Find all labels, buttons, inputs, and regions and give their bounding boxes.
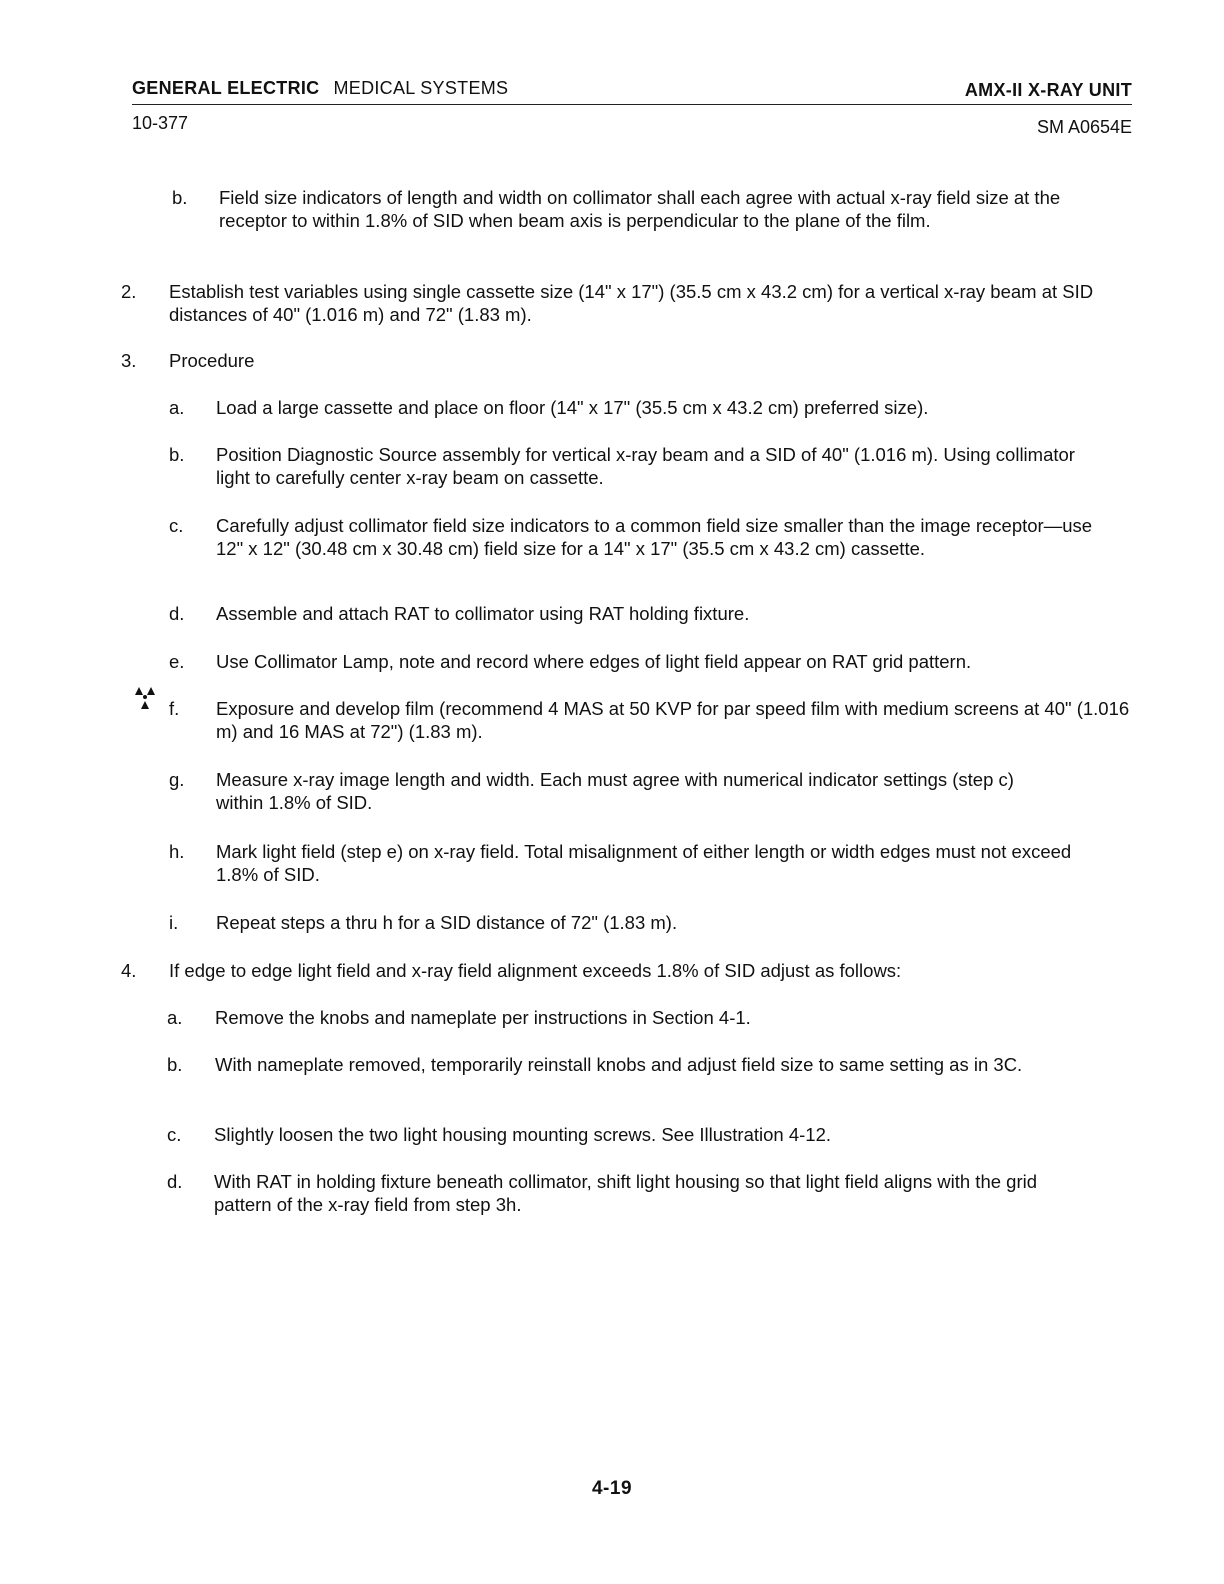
radiation-warning-icon (133, 683, 165, 713)
item-label: 2. (121, 281, 137, 302)
header-rule (132, 104, 1132, 105)
item-text: Slightly loosen the two light housing mounting screws. See Illustration 4-12. (214, 1124, 832, 1145)
item-label: 4. (121, 960, 137, 981)
item-text: If edge to edge light field and x-ray field alignment exceeds 1.8% of SID adjust as follows: (169, 960, 902, 981)
item-text: With RAT in holding fixture beneath collimator, shift light housing so that light field aligns with the grid pattern of the x-ray field from step 3h. (214, 1171, 1038, 1215)
item-text: Establish test variables using single cassette size (14" x 17") (35.5 cm x 43.2 cm) for a vertical x-ray beam at SID distances of 40" (1.016 m) and 72" (1.83 m). (169, 281, 1094, 325)
item-label: a. (169, 397, 185, 418)
item-text: Carefully adjust collimator field size indicators to a common field size smaller than the image receptor—use 12" x 12" (30.48 cm x 30.48 cm) field size for a 14" x 17" (35.5 cm x 43.2 cm) cassette. (216, 515, 1093, 559)
item-text: Remove the knobs and nameplate per instructions in Section 4-1. (215, 1007, 751, 1028)
item-label: 3. (121, 350, 137, 371)
item-label: b. (169, 444, 185, 465)
header-left (132, 78, 508, 99)
item-text: Position Diagnostic Source assembly for vertical x-ray beam and a SID of 40" (1.016 m). Using collimator light to carefully center x-ray beam on cassette. (216, 444, 1075, 488)
item-label: d. (169, 603, 185, 624)
item-label: b. (172, 187, 188, 208)
company-name: GENERAL ELECTRIC (132, 78, 320, 98)
page-number: 4-19 (591, 1478, 633, 1499)
item-label: i. (169, 912, 179, 933)
item-text: Assemble and attach RAT to collimator using RAT holding fixture. (216, 603, 750, 624)
item-text: Measure x-ray image length and width. Each must agree with numerical indicator settings (step c) within 1.8% of SID. (216, 769, 1014, 813)
item-text: Use Collimator Lamp, note and record where edges of light field appear on RAT grid pattern. (216, 651, 972, 672)
item-label: h. (169, 841, 185, 862)
product-title: AMX-II X-RAY UNIT (964, 80, 1132, 100)
doc-date: 10-377 (132, 113, 189, 133)
item-label: f. (169, 698, 180, 719)
item-text: Field size indicators of length and width on collimator shall each agree with actual x-ray field size at the receptor to within 1.8% of SID when beam axis is perpendicular to the plane of the film. (219, 187, 1061, 231)
item-label: c. (167, 1124, 182, 1145)
item-text: Load a large cassette and place on floor (14" x 17" (35.5 cm x 43.2 cm) preferred size). (216, 397, 929, 418)
item-label: c. (169, 515, 184, 536)
division-name: MEDICAL SYSTEMS (333, 78, 509, 98)
item-label: a. (167, 1007, 183, 1028)
item-text: Exposure and develop film (recommend 4 MAS at 50 KVP for par speed film with medium screens at 40" (1.016 m) and 16 MAS at 72") (1.83 m). (216, 698, 1130, 742)
item-label: e. (169, 651, 185, 672)
doc-number: SM A0654E (1036, 117, 1132, 137)
item-text: With nameplate removed, temporarily reinstall knobs and adjust field size to same setting as in 3C. (215, 1054, 1023, 1075)
item-text: Repeat steps a thru h for a SID distance of 72" (1.83 m). (216, 912, 678, 933)
item-label: b. (167, 1054, 183, 1075)
item-text: Mark light field (step e) on x-ray field. Total misalignment of either length or width edges must not exceed 1.8% of SID. (216, 841, 1072, 885)
item-label: g. (169, 769, 185, 790)
item-label: d. (167, 1171, 183, 1192)
item-text: Procedure (169, 350, 255, 371)
